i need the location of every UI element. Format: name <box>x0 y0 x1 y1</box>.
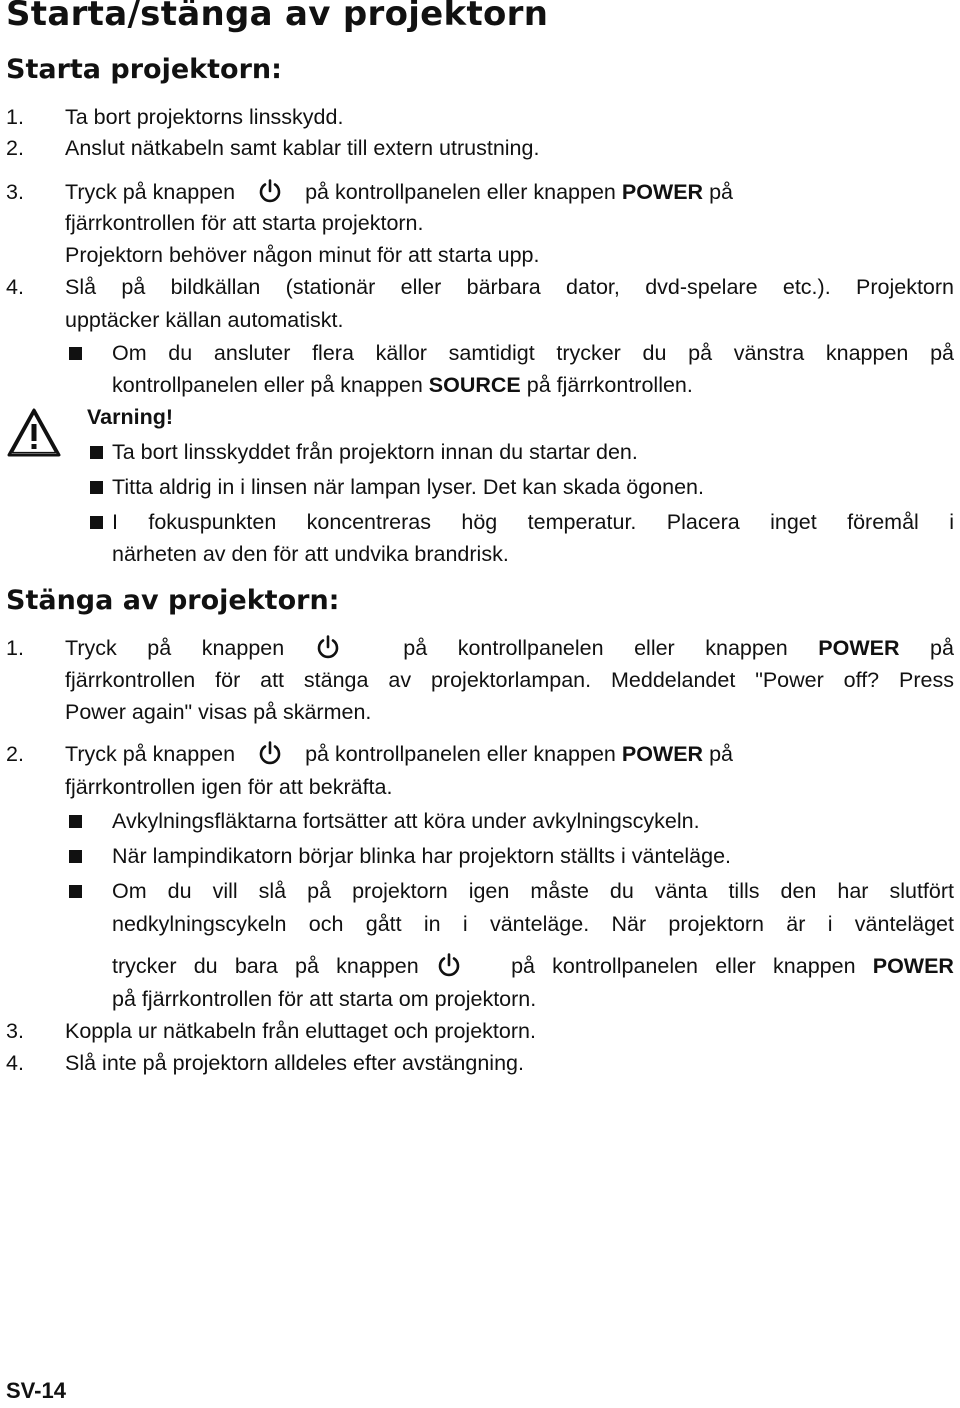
power-icon <box>241 740 299 766</box>
square-bullet-icon <box>90 516 103 529</box>
square-bullet-icon <box>90 481 103 494</box>
section-heading-start: Starta projektorn: <box>6 54 282 85</box>
warning-triangle-icon <box>6 407 62 459</box>
warning-label: Varning! <box>87 405 174 429</box>
section-heading-stop: Stänga av projektorn: <box>6 585 340 616</box>
page-title: Starta/stänga av projektorn <box>6 0 549 34</box>
power-icon <box>315 634 373 660</box>
page-number: SV-14 <box>6 1378 66 1403</box>
square-bullet-icon <box>69 850 82 863</box>
square-bullet-icon <box>90 446 103 459</box>
square-bullet-icon <box>69 815 82 828</box>
power-icon <box>436 952 494 978</box>
square-bullet-icon <box>69 885 82 898</box>
power-icon <box>241 178 299 204</box>
square-bullet-icon <box>69 347 82 360</box>
manual-page: Starta/stänga av projektorn Starta projektorn: 1. Ta bort projektorns linsskydd. 2. Anslut nätkabeln samt kablar till extern utrustning. 3. Tryck på knappen på kontrollpanelen eller knappen POWER på fjärrkontrollen för att starta projektorn. Projektorn behöver någon minut för att starta upp. 4. Slå på bildkällan (stationär eller bärbara dator, dvd-spelare etc.). Projektorn upptäcker källan automatiskt. Om du ansluter flera källor samtidigt trycker du på vänstra knappen på kontrollpanelen eller på knappen SOURCE på fjärrkontrollen. Varning! Ta bort linsskyddet från projektorn innan du startar den. Titta aldrig in i linsen när lampan lyser. Det kan skada ögonen. I fokuspunkten koncentreras hög temperatur. Placera inget föremål i närheten av den för att undvika brandrisk. Stänga av projektorn: 1. Tryck på knappen på kontrollpanelen eller knappen POWER på fjärrkontrollen för att stänga av projektorlampan. Meddelandet "Power off? Press Power again" visas på skärmen. 2. Tryck på knappen på kontrollpanelen eller knappen POWER på fjärrkontrollen igen för att bekräfta. Avkylningsfläktarna fortsätter att köra under avkylningscykeln. När lampindikatorn börjar blinka har projektorn ställts i vänteläge. Om du vill slå på projektorn igen måste du vänta tills den har slutfört nedkylningscykeln och gått in i vänteläge. När projektorn är i vänteläget trycker du bara på knappen på kontrollpanelen eller knappen POWER på fjärrkontrollen för att starta om projektorn. 3. Koppla ur nätkabeln från eluttaget och projektorn. 4. Slå inte på projektorn alldeles efter avstängning. SV-14 <box>0 0 960 1408</box>
